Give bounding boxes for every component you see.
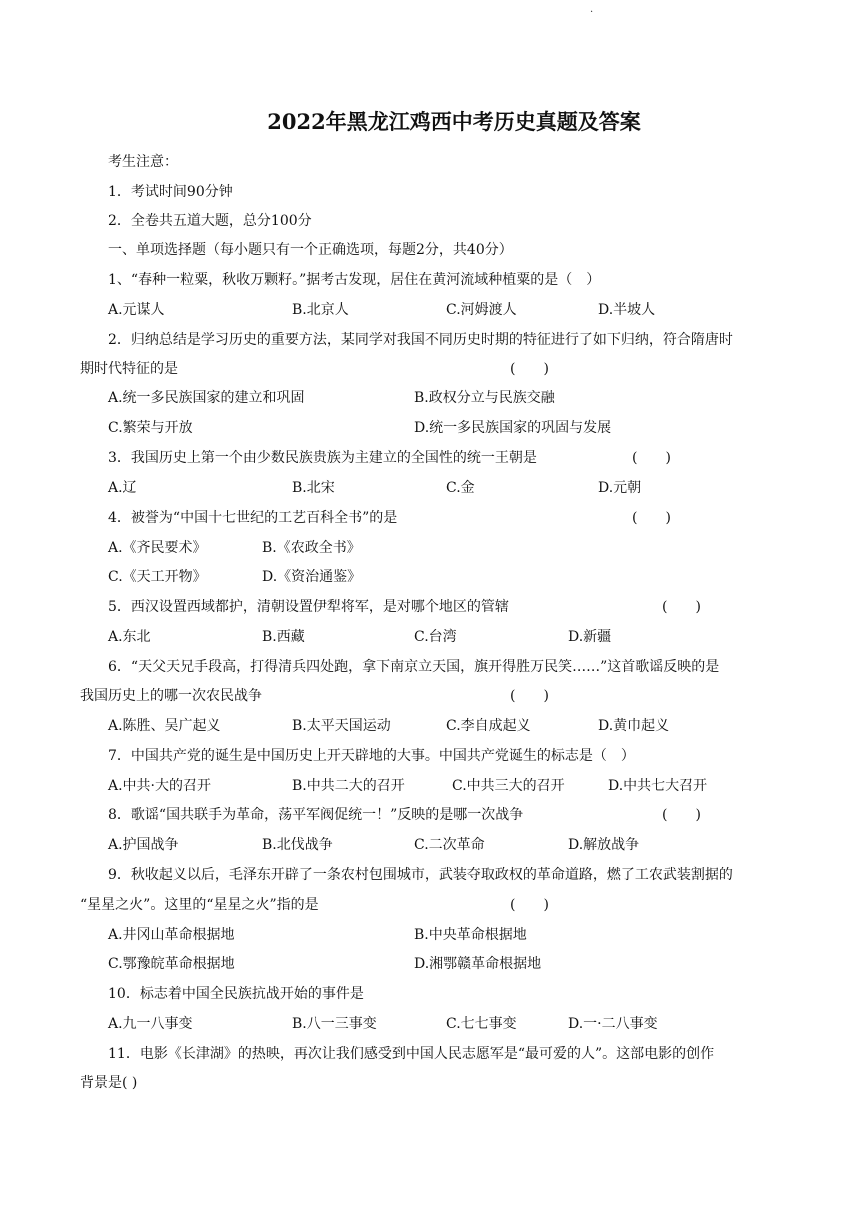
option-d: D.黄巾起义 (598, 718, 670, 734)
question-stem-continued: “星星之火”。这里的“星星之火”指的是 (80, 897, 319, 913)
option-b: B.政权分立与民族交融 (414, 390, 555, 406)
question-stem: 3．我国历史上第一个由少数民族贵族为主建立的全国性的统一王朝是 (108, 450, 537, 466)
option-a: A.九一八事变 (108, 1016, 193, 1032)
question-stem: 11．电影《长津湖》的热映，再次让我们感受到中国人民志愿军是“最可爱的人”。这部电影的创作 (108, 1046, 715, 1062)
option-a: A.陈胜、吴广起义 (108, 718, 221, 734)
answer-bracket: ( ) (510, 897, 549, 913)
option-b: B.北京人 (292, 302, 349, 318)
notice-item: 2．全卷共五道大题，总分100分 (108, 213, 312, 229)
option-a: A.东北 (108, 629, 151, 645)
answer-bracket: ( ) (632, 450, 671, 466)
question-stem: 5．西汉设置西域都护，清朝设置伊犁将军，是对哪个地区的管辖 (108, 599, 509, 615)
option-a: A.《齐民要术》 (108, 540, 207, 556)
option-b: B.北宋 (292, 480, 335, 496)
option-c: C.金 (446, 480, 475, 496)
option-b: B.八一三事变 (292, 1016, 377, 1032)
question-stem-continued: 期时代特征的是 (80, 361, 178, 377)
answer-bracket: ( ) (510, 361, 549, 377)
question-stem: 2．归纳总结是学习历史的重要方法，某同学对我国不同历史时期的特征进行了如下归纳，符合隋唐时 (108, 332, 733, 348)
option-b: B.北伐战争 (262, 837, 333, 853)
question-stem: 6．“天父天兄手段高，打得清兵四处跑，拿下南京立天国，旗开得胜万民笑……”这首歌谣反映的是 (108, 659, 720, 675)
notice-heading: 考生注意： (108, 154, 178, 170)
option-a: A.统一多民族国家的建立和巩固 (108, 390, 305, 406)
option-a: A.中共·大的召开 (108, 778, 212, 794)
question-stem: 4．被誉为“中国十七世纪的工艺百科全书”的是 (108, 510, 398, 526)
question-stem: 9．秋收起义以后，毛泽东开辟了一条农村包围城市，武装夺取政权的革命道路，燃了工农武装割据的 (108, 867, 733, 883)
option-c: C.七七事变 (446, 1016, 517, 1032)
answer-bracket: ( ) (510, 688, 549, 704)
option-d: D.统一多民族国家的巩固与发展 (414, 420, 612, 436)
question-stem: 10．标志着中国全民族抗战开始的事件是 (108, 986, 364, 1002)
option-d: D.《资治通鉴》 (262, 569, 362, 585)
answer-bracket: ( ) (632, 510, 671, 526)
option-d: D.半坡人 (598, 302, 656, 318)
answer-bracket: ( ) (662, 807, 701, 823)
option-a: A.井冈山革命根据地 (108, 927, 235, 943)
option-c: C.中共三大的召开 (452, 778, 565, 794)
option-b: B.西藏 (262, 629, 305, 645)
question-stem-continued: 我国历史上的哪一次农民战争 (80, 688, 262, 704)
option-b: B.太平天国运动 (292, 718, 391, 734)
corner-mark: . (590, 4, 594, 15)
option-a: A.护国战争 (108, 837, 179, 853)
option-b: B.《农政全书》 (262, 540, 361, 556)
option-b: B.中共二大的召开 (292, 778, 405, 794)
question-stem: 1、“春种一粒粟，秋收万颗籽。”据考古发现，居住在黄河流域种植粟的是（ ） (108, 272, 601, 288)
option-d: D.新疆 (568, 629, 612, 645)
option-c: C.李自成起义 (446, 718, 531, 734)
option-d: D.一·二八事变 (568, 1016, 658, 1032)
option-c: C.河姆渡人 (446, 302, 517, 318)
option-d: D.元朝 (598, 480, 642, 496)
question-stem-continued: 背景是( ) (80, 1075, 138, 1091)
question-stem: 8．歌谣“国共联手为革命，荡平军阀促统一！”反映的是哪一次战争 (108, 807, 524, 823)
option-c: C.二次革命 (414, 837, 485, 853)
notice-item: 1．考试时间90分钟 (108, 184, 233, 200)
option-c: C.《天工开物》 (108, 569, 207, 585)
option-d: D.中共七大召开 (608, 778, 708, 794)
page-title: 2022年黑龙江鸡西中考历史真题及答案 (267, 109, 641, 134)
option-c: C.繁荣与开放 (108, 420, 193, 436)
option-d: D.湘鄂赣革命根据地 (414, 956, 542, 972)
option-a: A.辽 (108, 480, 137, 496)
option-d: D.解放战争 (568, 837, 640, 853)
section-heading: 一、单项选择题（每小题只有一个正确选项，每题2分，共40分） (108, 242, 513, 258)
option-b: B.中央革命根据地 (414, 927, 527, 943)
answer-bracket: ( ) (662, 599, 701, 615)
question-stem: 7．中国共产党的诞生是中国历史上开天辟地的大事。中国共产党诞生的标志是（ ） (108, 748, 635, 764)
option-c: C.鄂豫皖革命根据地 (108, 956, 235, 972)
option-a: A.元谋人 (108, 302, 165, 318)
option-c: C.台湾 (414, 629, 457, 645)
